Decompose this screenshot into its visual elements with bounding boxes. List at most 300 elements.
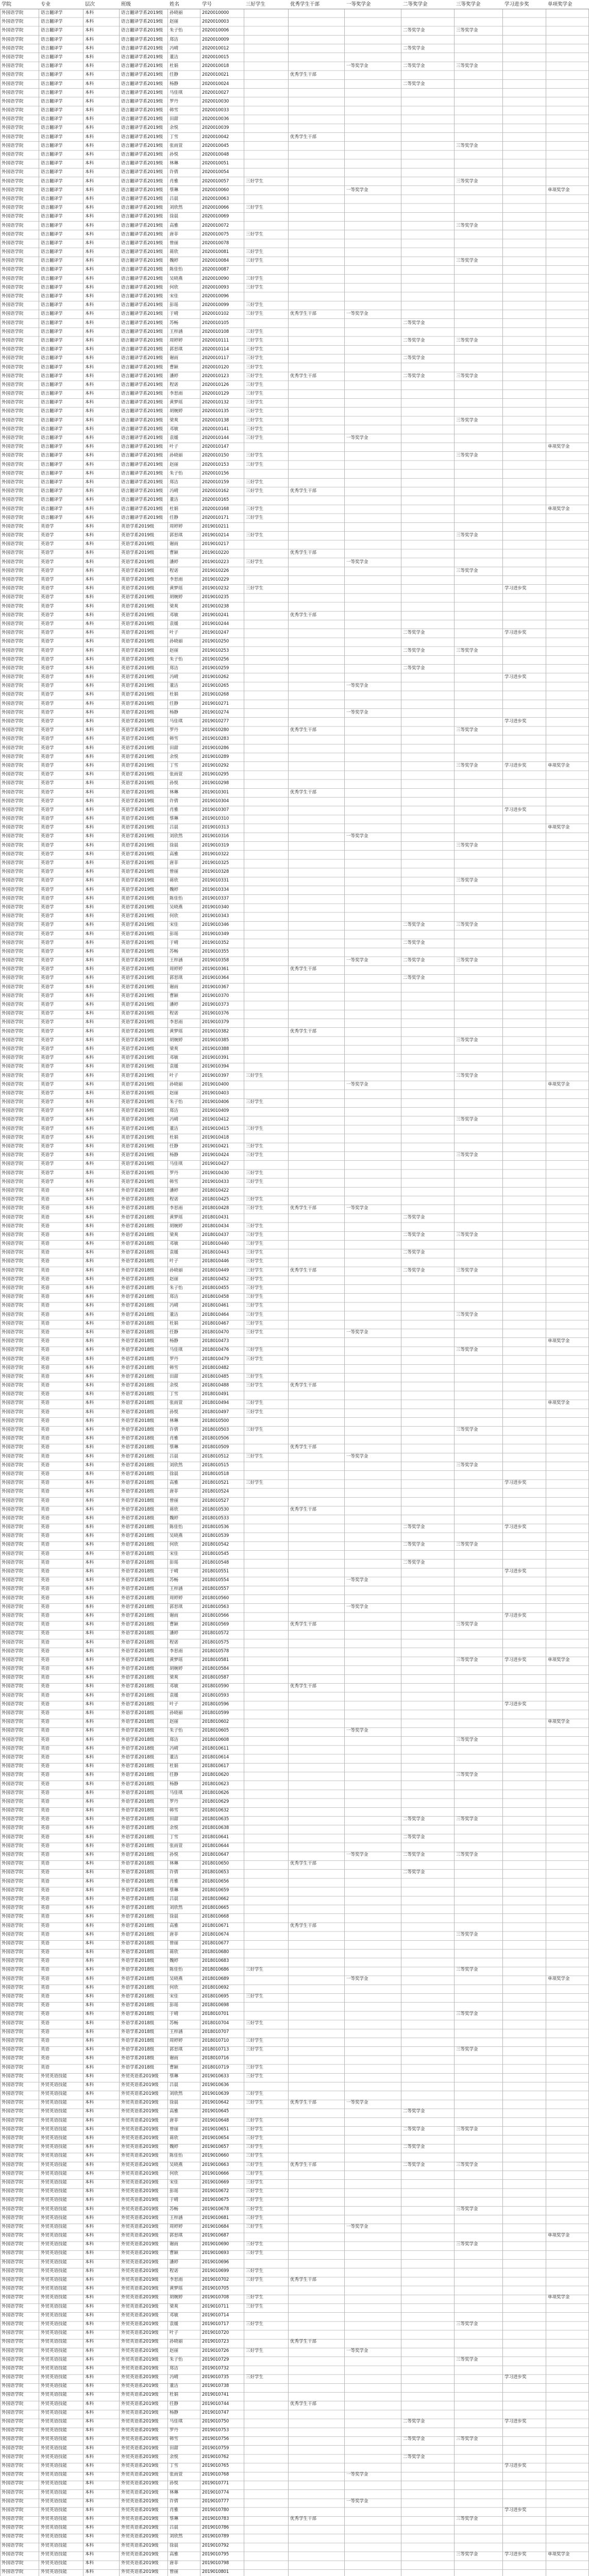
cell-third-scholarship — [455, 1762, 503, 1771]
cell-name: 徐晨 — [170, 2100, 179, 2106]
cell-major: 英语 — [41, 1418, 50, 1423]
cell-name: 林琳 — [170, 2489, 179, 2495]
cell-college: 外国语学院 — [2, 736, 24, 742]
cell-first-scholarship — [345, 2373, 401, 2382]
cell-college: 外国语学院 — [2, 2489, 24, 2495]
cell-second-scholarship — [401, 389, 455, 398]
cell-outstanding-cadre — [289, 806, 345, 815]
cell-level: 本科 — [85, 1719, 94, 1725]
cell-college: 外国语学院 — [2, 2375, 24, 2380]
cell-level: 本科 — [85, 1834, 94, 1840]
cell-second-scholarship — [401, 1965, 455, 1974]
cell-progress-award — [503, 1408, 546, 1417]
cell-progress-award — [503, 222, 546, 230]
cell-student-id: 2020010087 — [202, 267, 229, 273]
cell-name: 胡婉婷 — [170, 2295, 183, 2300]
cell-college: 外国语学院 — [2, 2534, 24, 2539]
cell-single-scholarship — [546, 1620, 589, 1629]
cell-merit-student — [244, 1443, 289, 1452]
cell-outstanding-cadre — [289, 620, 345, 629]
cell-first-scholarship — [345, 1718, 401, 1726]
cell-level: 本科 — [85, 196, 94, 201]
cell-first-scholarship — [345, 2417, 401, 2426]
table-row — [0, 1665, 589, 1673]
cell-second-scholarship — [401, 584, 455, 593]
cell-college: 外国语学院 — [2, 1985, 24, 1990]
cell-college: 外国语学院 — [2, 533, 24, 538]
cell-progress-award — [503, 451, 546, 460]
cell-second-scholarship — [401, 2515, 455, 2523]
cell-single-scholarship — [546, 26, 589, 35]
cell-merit-student: 三好学生 — [246, 1267, 264, 1273]
cell-third-scholarship — [455, 1470, 503, 1479]
cell-merit-student — [244, 1798, 289, 1806]
cell-single-scholarship: 单项奖学金 — [548, 506, 570, 512]
cell-major: 英语学 — [41, 683, 54, 689]
cell-name: 梁爽 — [170, 1046, 179, 1052]
cell-first-scholarship — [345, 859, 401, 868]
cell-class: 外贸英语系2019级 — [121, 2428, 159, 2433]
cell-merit-student — [244, 89, 289, 97]
cell-outstanding-cadre — [289, 1160, 345, 1168]
cell-first-scholarship — [345, 1461, 401, 1470]
cell-progress-award — [503, 1514, 546, 1523]
table-row — [0, 2355, 589, 2364]
cell-single-scholarship — [546, 2373, 589, 2382]
table-row — [0, 2293, 589, 2302]
cell-outstanding-cadre — [289, 1868, 345, 1877]
cell-college: 外国语学院 — [2, 426, 24, 432]
table-row — [0, 788, 589, 797]
cell-class: 外语学系2018级 — [121, 1312, 155, 1317]
cell-third-scholarship: 三等奖学金 — [456, 1232, 478, 1238]
cell-third-scholarship — [455, 1089, 503, 1098]
cell-progress-award — [503, 956, 546, 965]
cell-progress-award — [503, 2568, 546, 2576]
cell-third-scholarship — [455, 939, 503, 947]
cell-second-scholarship — [401, 168, 455, 177]
cell-outstanding-cadre — [289, 26, 345, 35]
cell-third-scholarship — [455, 1275, 503, 1284]
cell-third-scholarship: 三等奖学金 — [456, 143, 478, 148]
cell-second-scholarship: 二等奖学金 — [403, 648, 425, 653]
cell-name: 周婷婷 — [170, 1595, 183, 1601]
cell-name: 高雅 — [170, 223, 179, 228]
cell-student-id: 2019010211 — [202, 523, 229, 529]
cell-third-scholarship — [455, 133, 503, 142]
cell-name: 黄梦瑶 — [170, 1657, 183, 1663]
cell-name: 高雅 — [170, 2551, 179, 2557]
cell-student-id: 2019010711 — [202, 2303, 229, 2309]
cell-major: 英语学 — [41, 541, 54, 547]
cell-single-scholarship — [546, 2223, 589, 2231]
cell-second-scholarship — [401, 1355, 455, 1364]
cell-name: 胡婉婷 — [170, 1666, 183, 1672]
cell-outstanding-cadre — [289, 363, 345, 372]
cell-college: 外国语学院 — [2, 108, 24, 113]
cell-third-scholarship — [455, 1895, 503, 1904]
cell-merit-student — [244, 2550, 289, 2559]
cell-major: 语言翻译学 — [41, 214, 63, 219]
cell-first-scholarship — [345, 1497, 401, 1505]
cell-progress-award — [503, 593, 546, 602]
cell-outstanding-cadre — [289, 2391, 345, 2399]
cell-student-id: 2018010656 — [202, 1878, 229, 1884]
cell-first-scholarship — [345, 1744, 401, 1753]
cell-name: 郑洁 — [170, 665, 179, 671]
cell-merit-student: 三好学生 — [246, 426, 264, 432]
table-row — [0, 1532, 589, 1540]
cell-college: 外国语学院 — [2, 311, 24, 317]
cell-level: 本科 — [85, 1764, 94, 1769]
cell-second-scholarship: 二等奖学金 — [403, 958, 425, 963]
cell-outstanding-cadre — [289, 2240, 345, 2249]
table-row — [0, 1753, 589, 1762]
cell-merit-student — [244, 1806, 289, 1815]
cell-class: 英语学系2019级 — [121, 1099, 155, 1105]
cell-progress-award — [503, 2240, 546, 2249]
cell-second-scholarship — [401, 673, 455, 682]
cell-level: 本科 — [85, 2401, 94, 2406]
cell-outstanding-cadre — [289, 2373, 345, 2382]
cell-major: 语言翻译学 — [41, 515, 63, 520]
cell-merit-student: 三好学生 — [246, 586, 264, 591]
cell-third-scholarship: 三等奖学金 — [456, 727, 478, 733]
cell-name: 唐菲 — [170, 231, 179, 237]
cell-progress-award — [503, 1904, 546, 1912]
cell-level: 本科 — [85, 409, 94, 414]
cell-class: 外贸英语系2019级 — [121, 2507, 159, 2513]
cell-class: 英语学系2019级 — [121, 674, 155, 680]
cell-merit-student: 三好学生 — [246, 373, 264, 379]
cell-name: 丁雪 — [170, 762, 179, 768]
cell-class: 英语学系2019级 — [121, 586, 155, 591]
cell-first-scholarship — [345, 1842, 401, 1851]
cell-major: 英语 — [41, 1471, 50, 1477]
cell-college: 外国语学院 — [2, 1436, 24, 1442]
cell-outstanding-cadre — [289, 655, 345, 664]
cell-third-scholarship — [455, 1886, 503, 1895]
cell-outstanding-cadre — [289, 443, 345, 451]
cell-progress-award — [503, 1089, 546, 1098]
cell-progress-award — [503, 2072, 546, 2081]
cell-name: 杜娟 — [170, 506, 179, 512]
table-row — [0, 2010, 589, 2019]
cell-single-scholarship — [546, 1443, 589, 1452]
cell-name: 曾丽 — [170, 1940, 179, 1946]
cell-second-scholarship — [401, 2426, 455, 2435]
cell-first-scholarship — [345, 983, 401, 992]
cell-single-scholarship — [546, 124, 589, 132]
cell-third-scholarship — [455, 2081, 503, 2090]
cell-third-scholarship — [455, 443, 503, 451]
cell-major: 外贸英语技能 — [41, 2312, 68, 2318]
cell-major: 外贸英语技能 — [41, 2489, 68, 2495]
cell-second-scholarship — [401, 2355, 455, 2364]
cell-third-scholarship: 三等奖学金 — [456, 1542, 478, 1548]
cell-college: 外国语学院 — [2, 1923, 24, 1928]
cell-progress-award — [503, 1594, 546, 1603]
cell-student-id: 2018010590 — [202, 1684, 229, 1689]
cell-level: 本科 — [85, 515, 94, 520]
cell-progress-award — [503, 434, 546, 443]
cell-third-scholarship: 三等奖学金 — [456, 1117, 478, 1123]
cell-single-scholarship — [546, 1540, 589, 1549]
cell-major: 英语 — [41, 1639, 50, 1645]
column-header-third-scholarship: 三等奖学金 — [456, 2, 481, 7]
cell-second-scholarship — [401, 1691, 455, 1700]
cell-major: 英语 — [41, 1356, 50, 1362]
cell-level: 本科 — [85, 276, 94, 281]
cell-name: 郑洁 — [170, 37, 179, 42]
cell-merit-student: 三好学生 — [246, 1241, 264, 1247]
cell-first-scholarship — [345, 301, 401, 310]
cell-third-scholarship — [455, 2072, 503, 2081]
cell-third-scholarship — [455, 708, 503, 717]
cell-name: 宋佳 — [170, 1551, 179, 1556]
cell-name: 田甜 — [170, 2445, 179, 2451]
cell-name: 袁媛 — [170, 1064, 179, 1070]
cell-merit-student: 三好学生 — [246, 2250, 264, 2256]
cell-second-scholarship — [401, 2249, 455, 2258]
cell-college: 外国语学院 — [2, 1108, 24, 1114]
cell-single-scholarship — [546, 2462, 589, 2470]
cell-student-id: 2018010605 — [202, 1728, 229, 1734]
cell-first-scholarship — [345, 2249, 401, 2258]
cell-name: 李思雨 — [170, 391, 183, 397]
cell-first-scholarship — [345, 354, 401, 363]
table-row — [0, 1550, 589, 1558]
cell-college: 外国语学院 — [2, 1799, 24, 1804]
cell-student-id: 2020010126 — [202, 382, 229, 387]
cell-student-id: 2018010686 — [202, 1967, 229, 1973]
cell-college: 外国语学院 — [2, 116, 24, 122]
cell-class: 外语学系2018级 — [121, 1604, 155, 1609]
cell-major: 英语 — [41, 1675, 50, 1681]
cell-first-scholarship — [345, 903, 401, 912]
cell-class: 外语学系2018级 — [121, 1374, 155, 1379]
cell-name: 曹颖 — [170, 2250, 179, 2256]
cell-college: 外国语学院 — [2, 2312, 24, 2318]
cell-single-scholarship — [546, 1682, 589, 1691]
cell-level: 本科 — [85, 842, 94, 848]
cell-student-id: 2020010048 — [202, 152, 229, 157]
table-row — [0, 1346, 589, 1354]
cell-college: 外国语学院 — [2, 709, 24, 715]
cell-single-scholarship — [546, 894, 589, 903]
cell-merit-student: 三好学生 — [246, 347, 264, 352]
cell-name: 何欣 — [170, 1985, 179, 1990]
cell-student-id: 2019010699 — [202, 2268, 229, 2274]
cell-merit-student: 三好学生 — [246, 2117, 264, 2123]
cell-student-id: 2020010117 — [202, 355, 229, 361]
cell-name: 杜娟 — [170, 1764, 179, 1769]
cell-merit-student — [244, 2559, 289, 2568]
cell-level: 本科 — [85, 488, 94, 494]
cell-third-scholarship — [455, 540, 503, 549]
table-row — [0, 469, 589, 478]
cell-level: 本科 — [85, 2357, 94, 2362]
cell-single-scholarship — [546, 2161, 589, 2170]
cell-outstanding-cadre — [289, 1293, 345, 1301]
cell-class: 外语学系2018级 — [121, 1790, 155, 1795]
cell-first-scholarship — [345, 2205, 401, 2214]
cell-level: 本科 — [85, 2109, 94, 2114]
cell-college: 外国语学院 — [2, 1117, 24, 1123]
cell-single-scholarship — [546, 2072, 589, 2081]
cell-second-scholarship — [401, 1497, 455, 1505]
cell-progress-award — [503, 2116, 546, 2125]
cell-progress-award — [503, 2258, 546, 2267]
cell-progress-award — [503, 2284, 546, 2293]
cell-major: 英语 — [41, 1896, 50, 1902]
table-row — [0, 531, 589, 540]
cell-progress-award — [503, 1806, 546, 1815]
cell-first-scholarship — [345, 204, 401, 212]
cell-merit-student: 三好学生 — [246, 1383, 264, 1388]
table-row — [0, 1957, 589, 1965]
cell-student-id: 2019010418 — [202, 1134, 229, 1140]
table-row — [0, 2320, 589, 2329]
cell-progress-award — [503, 186, 546, 195]
cell-first-scholarship — [345, 1673, 401, 1682]
table-row — [0, 1098, 589, 1107]
cell-major: 英语 — [41, 2064, 50, 2070]
cell-class: 语言翻译学系2019级 — [121, 515, 163, 520]
cell-outstanding-cadre — [289, 1222, 345, 1231]
cell-level: 本科 — [85, 2250, 94, 2256]
cell-student-id: 2019010352 — [202, 940, 229, 945]
table-row — [0, 195, 589, 204]
cell-third-scholarship — [455, 514, 503, 522]
cell-student-id: 2018010545 — [202, 1551, 229, 1556]
cell-progress-award — [503, 1603, 546, 1612]
cell-first-scholarship — [345, 779, 401, 788]
cell-single-scholarship — [546, 797, 589, 806]
cell-major: 英语 — [41, 1586, 50, 1592]
cell-level: 本科 — [85, 1861, 94, 1867]
table-row — [0, 2223, 589, 2231]
cell-single-scholarship — [546, 1612, 589, 1620]
cell-progress-award — [503, 204, 546, 212]
cell-progress-award — [503, 1133, 546, 1142]
table-row — [0, 150, 589, 159]
cell-merit-student: 三好学生 — [246, 1285, 264, 1291]
cell-student-id: 2019010346 — [202, 922, 229, 928]
cell-class: 外贸英语系2019级 — [121, 2357, 159, 2362]
cell-progress-award — [503, 823, 546, 832]
cell-college: 外国语学院 — [2, 2189, 24, 2194]
cell-merit-student — [244, 142, 289, 150]
cell-major: 英语 — [41, 1560, 50, 1565]
cell-single-scholarship — [546, 620, 589, 629]
cell-progress-award — [503, 1922, 546, 1930]
cell-progress-award — [503, 212, 546, 221]
table-row — [0, 1151, 589, 1160]
cell-first-scholarship — [345, 1125, 401, 1133]
cell-third-scholarship — [455, 1169, 503, 1178]
cell-second-scholarship — [401, 1364, 455, 1372]
cell-merit-student — [244, 1514, 289, 1523]
cell-major: 英语 — [41, 1622, 50, 1628]
cell-class: 外语学系2018级 — [121, 1338, 155, 1344]
cell-name: 余悦 — [170, 754, 179, 759]
table-row — [0, 265, 589, 274]
cell-student-id: 2020010015 — [202, 54, 229, 60]
cell-level: 本科 — [85, 1825, 94, 1831]
cell-name: 蔡琳 — [170, 2516, 179, 2522]
cell-second-scholarship — [401, 2010, 455, 2019]
cell-student-id: 2020010108 — [202, 329, 229, 334]
cell-merit-student — [244, 637, 289, 646]
cell-name: 冯晴 — [170, 674, 179, 680]
cell-outstanding-cadre — [289, 1806, 345, 1815]
cell-student-id: 2018010683 — [202, 1958, 229, 1964]
table-row — [0, 575, 589, 584]
cell-major: 语言翻译学 — [41, 134, 63, 140]
cell-name: 郭思琪 — [170, 2233, 183, 2239]
cell-progress-award — [503, 53, 546, 62]
cell-single-scholarship — [546, 1036, 589, 1045]
cell-name: 梁爽 — [170, 1232, 179, 1238]
cell-outstanding-cadre — [289, 1984, 345, 1992]
cell-name: 罗丹 — [170, 2428, 179, 2433]
cell-third-scholarship — [455, 2329, 503, 2337]
cell-name: 徐晨 — [170, 842, 179, 848]
cell-name: 郭思琪 — [170, 347, 183, 352]
cell-second-scholarship — [401, 1399, 455, 1408]
cell-merit-student — [244, 1390, 289, 1399]
cell-third-scholarship — [455, 620, 503, 629]
cell-third-scholarship — [455, 593, 503, 602]
cell-name: 杨静 — [170, 81, 179, 87]
cell-student-id: 2020010105 — [202, 320, 229, 326]
cell-third-scholarship — [455, 1824, 503, 1833]
cell-second-scholarship — [401, 1098, 455, 1107]
table-row — [0, 1904, 589, 1912]
cell-level: 本科 — [85, 931, 94, 937]
cell-name: 吕晨 — [170, 2525, 179, 2531]
cell-level: 本科 — [85, 1374, 94, 1379]
table-row — [0, 1912, 589, 1921]
cell-name: 袁媛 — [170, 2321, 179, 2327]
cell-progress-award — [503, 700, 546, 708]
cell-progress-award — [503, 2178, 546, 2187]
cell-name: 邓敏 — [170, 1684, 179, 1689]
cell-second-scholarship — [401, 2187, 455, 2196]
cell-college: 外国语学院 — [2, 1861, 24, 1867]
cell-second-scholarship — [401, 930, 455, 939]
table-row — [0, 1682, 589, 1691]
cell-single-scholarship — [546, 1319, 589, 1328]
cell-level: 本科 — [85, 798, 94, 804]
cell-progress-award — [503, 1381, 546, 1390]
cell-class: 语言翻译学系2019级 — [121, 444, 163, 450]
cell-name: 邓敏 — [170, 426, 179, 432]
cell-name: 张雨萱 — [170, 1400, 183, 1406]
table-row — [0, 89, 589, 97]
cell-college: 外国语学院 — [2, 922, 24, 928]
cell-outstanding-cadre — [289, 2559, 345, 2568]
cell-name: 程诺 — [170, 1639, 179, 1645]
cell-name: 张雨萱 — [170, 2472, 183, 2478]
cell-second-scholarship — [401, 1169, 455, 1178]
cell-outstanding-cadre — [289, 2072, 345, 2081]
table-row — [0, 328, 589, 336]
cell-level: 本科 — [85, 2011, 94, 2017]
cell-outstanding-cadre: 优秀学生干部 — [290, 72, 317, 78]
cell-merit-student — [244, 496, 289, 504]
